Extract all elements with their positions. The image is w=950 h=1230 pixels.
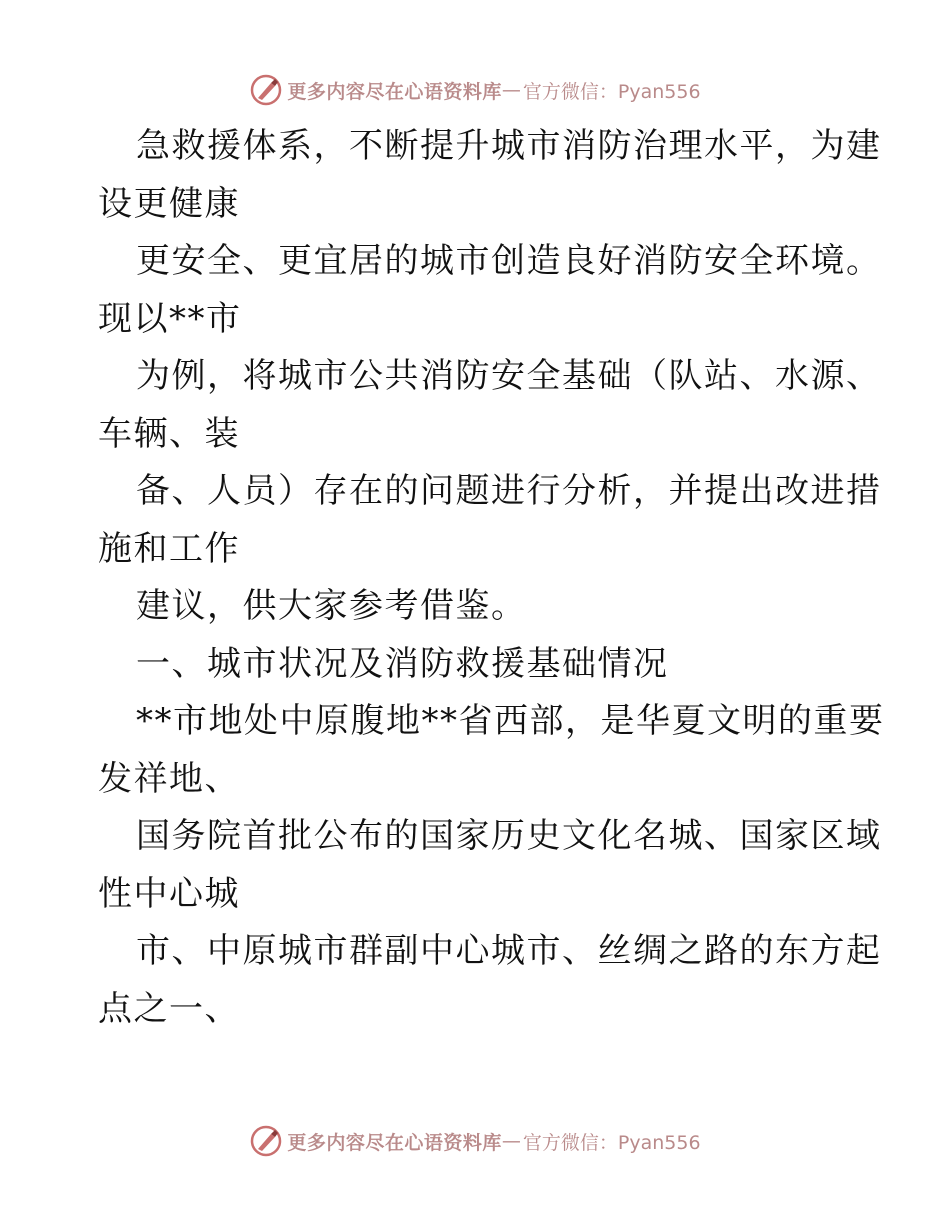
text-line: 更安全、更宜居的城市创造良好消防安全环境。: [136, 241, 882, 281]
text-line: 国务院首批公布的国家历史文化名城、国家区域: [136, 816, 882, 856]
text-line: 现以**市: [98, 298, 242, 339]
text-line: 车辆、装: [98, 413, 240, 454]
text-line: 建议，供大家参考借鉴。: [136, 586, 527, 626]
watermark-main-text: 更多内容尽在心语资料库: [287, 80, 502, 103]
text-line: 为例，将城市公共消防安全基础（队站、水源、: [136, 356, 882, 396]
header-watermark: [0, 70, 950, 110]
document-body: [98, 118, 885, 1038]
text-line: 性中心城: [98, 873, 240, 914]
section-heading: 一、城市状况及消防救援基础情况: [136, 643, 669, 684]
text-line: 备、人员）存在的问题进行分析，并提出改进措: [136, 471, 882, 511]
text-line: 急救援体系，不断提升城市消防治理水平，为建: [136, 126, 882, 166]
pen-logo-icon: [249, 1124, 283, 1158]
watermark-dash: —: [501, 1130, 521, 1152]
watermark-wechat-text: 官方微信：Pyan556: [522, 80, 701, 103]
text-line: 市、中原城市群副中心城市、丝绸之路的东方起: [136, 931, 882, 971]
watermark-wechat-text: 官方微信：Pyan556: [522, 1131, 701, 1154]
text-line: 点之一、: [98, 988, 240, 1029]
watermark-main-text: 更多内容尽在心语资料库: [287, 1131, 502, 1154]
text-line: 设更健康: [98, 183, 240, 224]
text-line: **市地处中原腹地**省西部，是华夏文明的重要: [136, 701, 885, 741]
text-line: 施和工作: [98, 528, 240, 569]
watermark-dash: —: [501, 79, 521, 101]
footer-watermark: [0, 1121, 950, 1161]
pen-logo-icon: [249, 73, 283, 107]
text-line: 发祥地、: [98, 758, 240, 799]
